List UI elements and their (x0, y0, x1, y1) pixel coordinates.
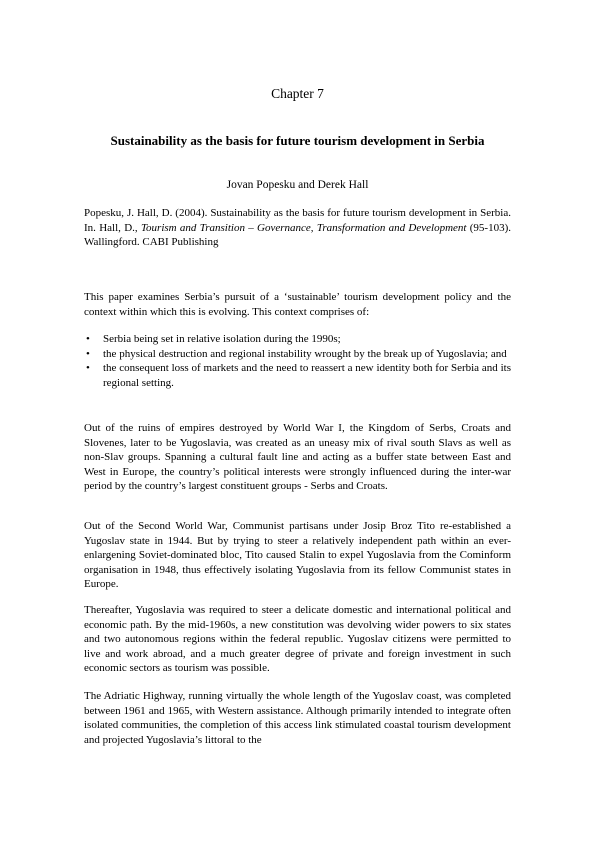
paragraph-ww1: Out of the ruins of empires destroyed by World War I, the Kingdom of Serbs, Croats and Slovenes, later to be Yugoslavia, was created as an uneasy mix of rival south Slavs as well as non-Slav groups. Spanning a cultural fault line and acting as a buffer state between East and West in Europe, the country’s political interests were strongly influenced during the inter-war period by the country’s largest constituent groups - Serbs and Croats. (84, 422, 511, 492)
list-item-text: Serbia being set in relative isolation during the 1990s; (103, 333, 341, 345)
paragraph-adriatic-highway: The Adriatic Highway, running virtually the whole length of the Yugoslav coast, was completed between 1961 and 1965, with Western assistance. Although primarily intended to integrate often isolated communities, the completion of this access link stimulated coastal tourism development and projected Yugoslavia’s littoral to the (84, 690, 511, 746)
citation-text: Popesku, J. Hall, D. (2004). Sustainability as the basis for future tourism development in Serbia. In. Hall, D., (84, 207, 511, 234)
citation-pages-publisher: (95-103). Wallingford. CABI Publishing (84, 221, 511, 248)
citation-book-title: Tourism and Transition – Governance, Transformation and Development (140, 221, 467, 234)
intro-paragraph: This paper examines Serbia’s pursuit of a ‘sustainable’ tourism development policy and the context within which this is evolving. This context comprises of: (84, 291, 511, 318)
paragraph-ww2: Out of the Second World War, Communist partisans under Josip Broz Tito re-established a Yugoslav state in 1944. But by trying to steer a relatively independent path within an ever-enlargening Soviet-dominated bloc, Tito caused Stalin to expel Yugoslavia from the Cominform organisation in 1948, thus effectively isolating Yugoslavia from its fellow Communist states in Europe. (84, 520, 511, 590)
paragraph-1960s: Thereafter, Yugoslavia was required to steer a delicate domestic and international political and economic path. By the mid-1960s, a new constitution was devolving wider powers to six states and two autonomous regions within the federal republic. Yugoslav citizens were permitted to live and work abroad, and a much greater degree of private and foreign investment in such economic sectors as tourism was possible. (84, 604, 511, 674)
bullet-icon: • (86, 362, 90, 374)
chapter-heading: Chapter 7 (271, 86, 324, 101)
authors: Jovan Popesku and Derek Hall (226, 179, 369, 191)
list-item (84, 332, 511, 347)
list-item (84, 361, 511, 390)
list-item-text: the consequent loss of markets and the need to reassert a new identity both for Serbia and its regional setting. (103, 362, 511, 389)
list-item (84, 347, 511, 362)
citation (84, 206, 511, 250)
list-item-text: the physical destruction and regional instability wrought by the break up of Yugoslavia; and (103, 347, 507, 360)
chapter-title: Sustainability as the basis for future tourism development in Serbia (110, 133, 485, 148)
bullet-icon: • (86, 347, 90, 360)
bullet-icon: • (86, 333, 90, 345)
context-list (84, 332, 511, 390)
